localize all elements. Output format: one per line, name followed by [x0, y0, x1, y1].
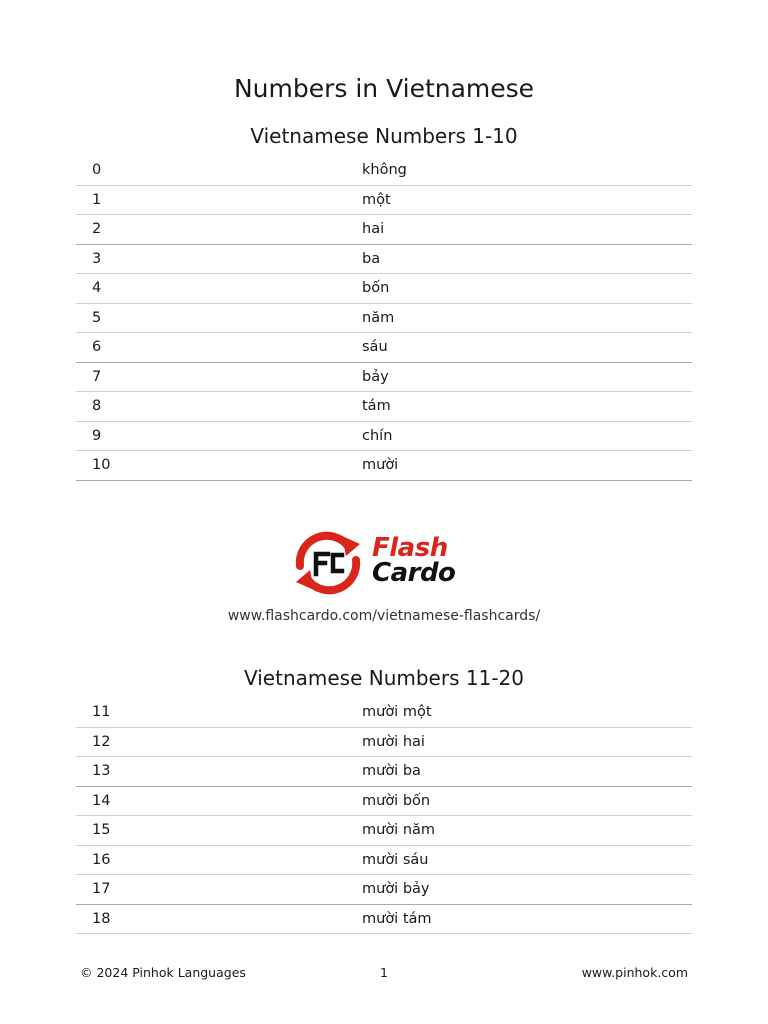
number-cell: 16	[76, 845, 362, 875]
number-cell: 10	[76, 451, 362, 481]
table-row	[76, 362, 692, 392]
word-cell: tám	[362, 392, 692, 422]
section-title-1-10: Vietnamese Numbers 1-10	[250, 124, 518, 148]
table-row	[76, 392, 692, 422]
table-row	[76, 786, 692, 816]
footer-page-number: 1	[380, 965, 388, 980]
footer-website-link[interactable]: www.pinhok.com	[581, 965, 688, 980]
number-cell: 15	[76, 816, 362, 846]
word-cell: hai	[362, 215, 692, 245]
word-cell: mười bảy	[362, 875, 692, 905]
number-cell: 12	[76, 727, 362, 757]
flashcardo-wordmark	[372, 533, 456, 588]
table-row	[76, 845, 692, 875]
table-row	[76, 875, 692, 905]
table-row	[76, 698, 692, 727]
table-row	[76, 904, 692, 934]
number-cell: 6	[76, 333, 362, 363]
logo-word-flash: Flash	[372, 533, 448, 563]
footer-copyright: © 2024 Pinhok Languages	[80, 965, 246, 980]
table-row	[76, 816, 692, 846]
table-row	[76, 451, 692, 481]
flashcardo-link[interactable]: www.flashcardo.com/vietnamese-flashcards/	[227, 608, 541, 624]
flashcardo-logo[interactable]	[288, 526, 478, 598]
number-cell: 5	[76, 303, 362, 333]
table-row	[76, 274, 692, 304]
word-cell: mười tám	[362, 904, 692, 934]
numbers-table-11-20	[76, 698, 692, 934]
number-cell: 0	[76, 156, 362, 185]
number-cell: 7	[76, 362, 362, 392]
number-cell: 13	[76, 757, 362, 787]
word-cell: năm	[362, 303, 692, 333]
table-row	[76, 156, 692, 185]
table-row	[76, 727, 692, 757]
numbers-table-1-10	[76, 156, 692, 481]
table-row	[76, 244, 692, 274]
flashcardo-monogram-icon	[288, 526, 368, 598]
word-cell: không	[362, 156, 692, 185]
word-cell: chín	[362, 421, 692, 451]
word-cell: mười sáu	[362, 845, 692, 875]
word-cell: mười hai	[362, 727, 692, 757]
word-cell: mười bốn	[362, 786, 692, 816]
table-row	[76, 303, 692, 333]
word-cell: một	[362, 185, 692, 215]
number-cell: 4	[76, 274, 362, 304]
number-cell: 11	[76, 698, 362, 727]
number-cell: 9	[76, 421, 362, 451]
number-cell: 8	[76, 392, 362, 422]
word-cell: mười ba	[362, 757, 692, 787]
number-cell: 1	[76, 185, 362, 215]
number-cell: 14	[76, 786, 362, 816]
table-row	[76, 185, 692, 215]
page-title: Numbers in Vietnamese	[233, 74, 535, 103]
word-cell: mười một	[362, 698, 692, 727]
word-cell: mười năm	[362, 816, 692, 846]
word-cell: mười	[362, 451, 692, 481]
logo-word-cardo: Cardo	[372, 558, 456, 588]
number-cell: 3	[76, 244, 362, 274]
table-row	[76, 333, 692, 363]
table-row	[76, 757, 692, 787]
section-title-11-20: Vietnamese Numbers 11-20	[244, 666, 524, 690]
word-cell: bốn	[362, 274, 692, 304]
number-cell: 2	[76, 215, 362, 245]
table-row	[76, 421, 692, 451]
table-row	[76, 215, 692, 245]
number-cell: 18	[76, 904, 362, 934]
word-cell: ba	[362, 244, 692, 274]
word-cell: sáu	[362, 333, 692, 363]
word-cell: bảy	[362, 362, 692, 392]
number-cell: 17	[76, 875, 362, 905]
